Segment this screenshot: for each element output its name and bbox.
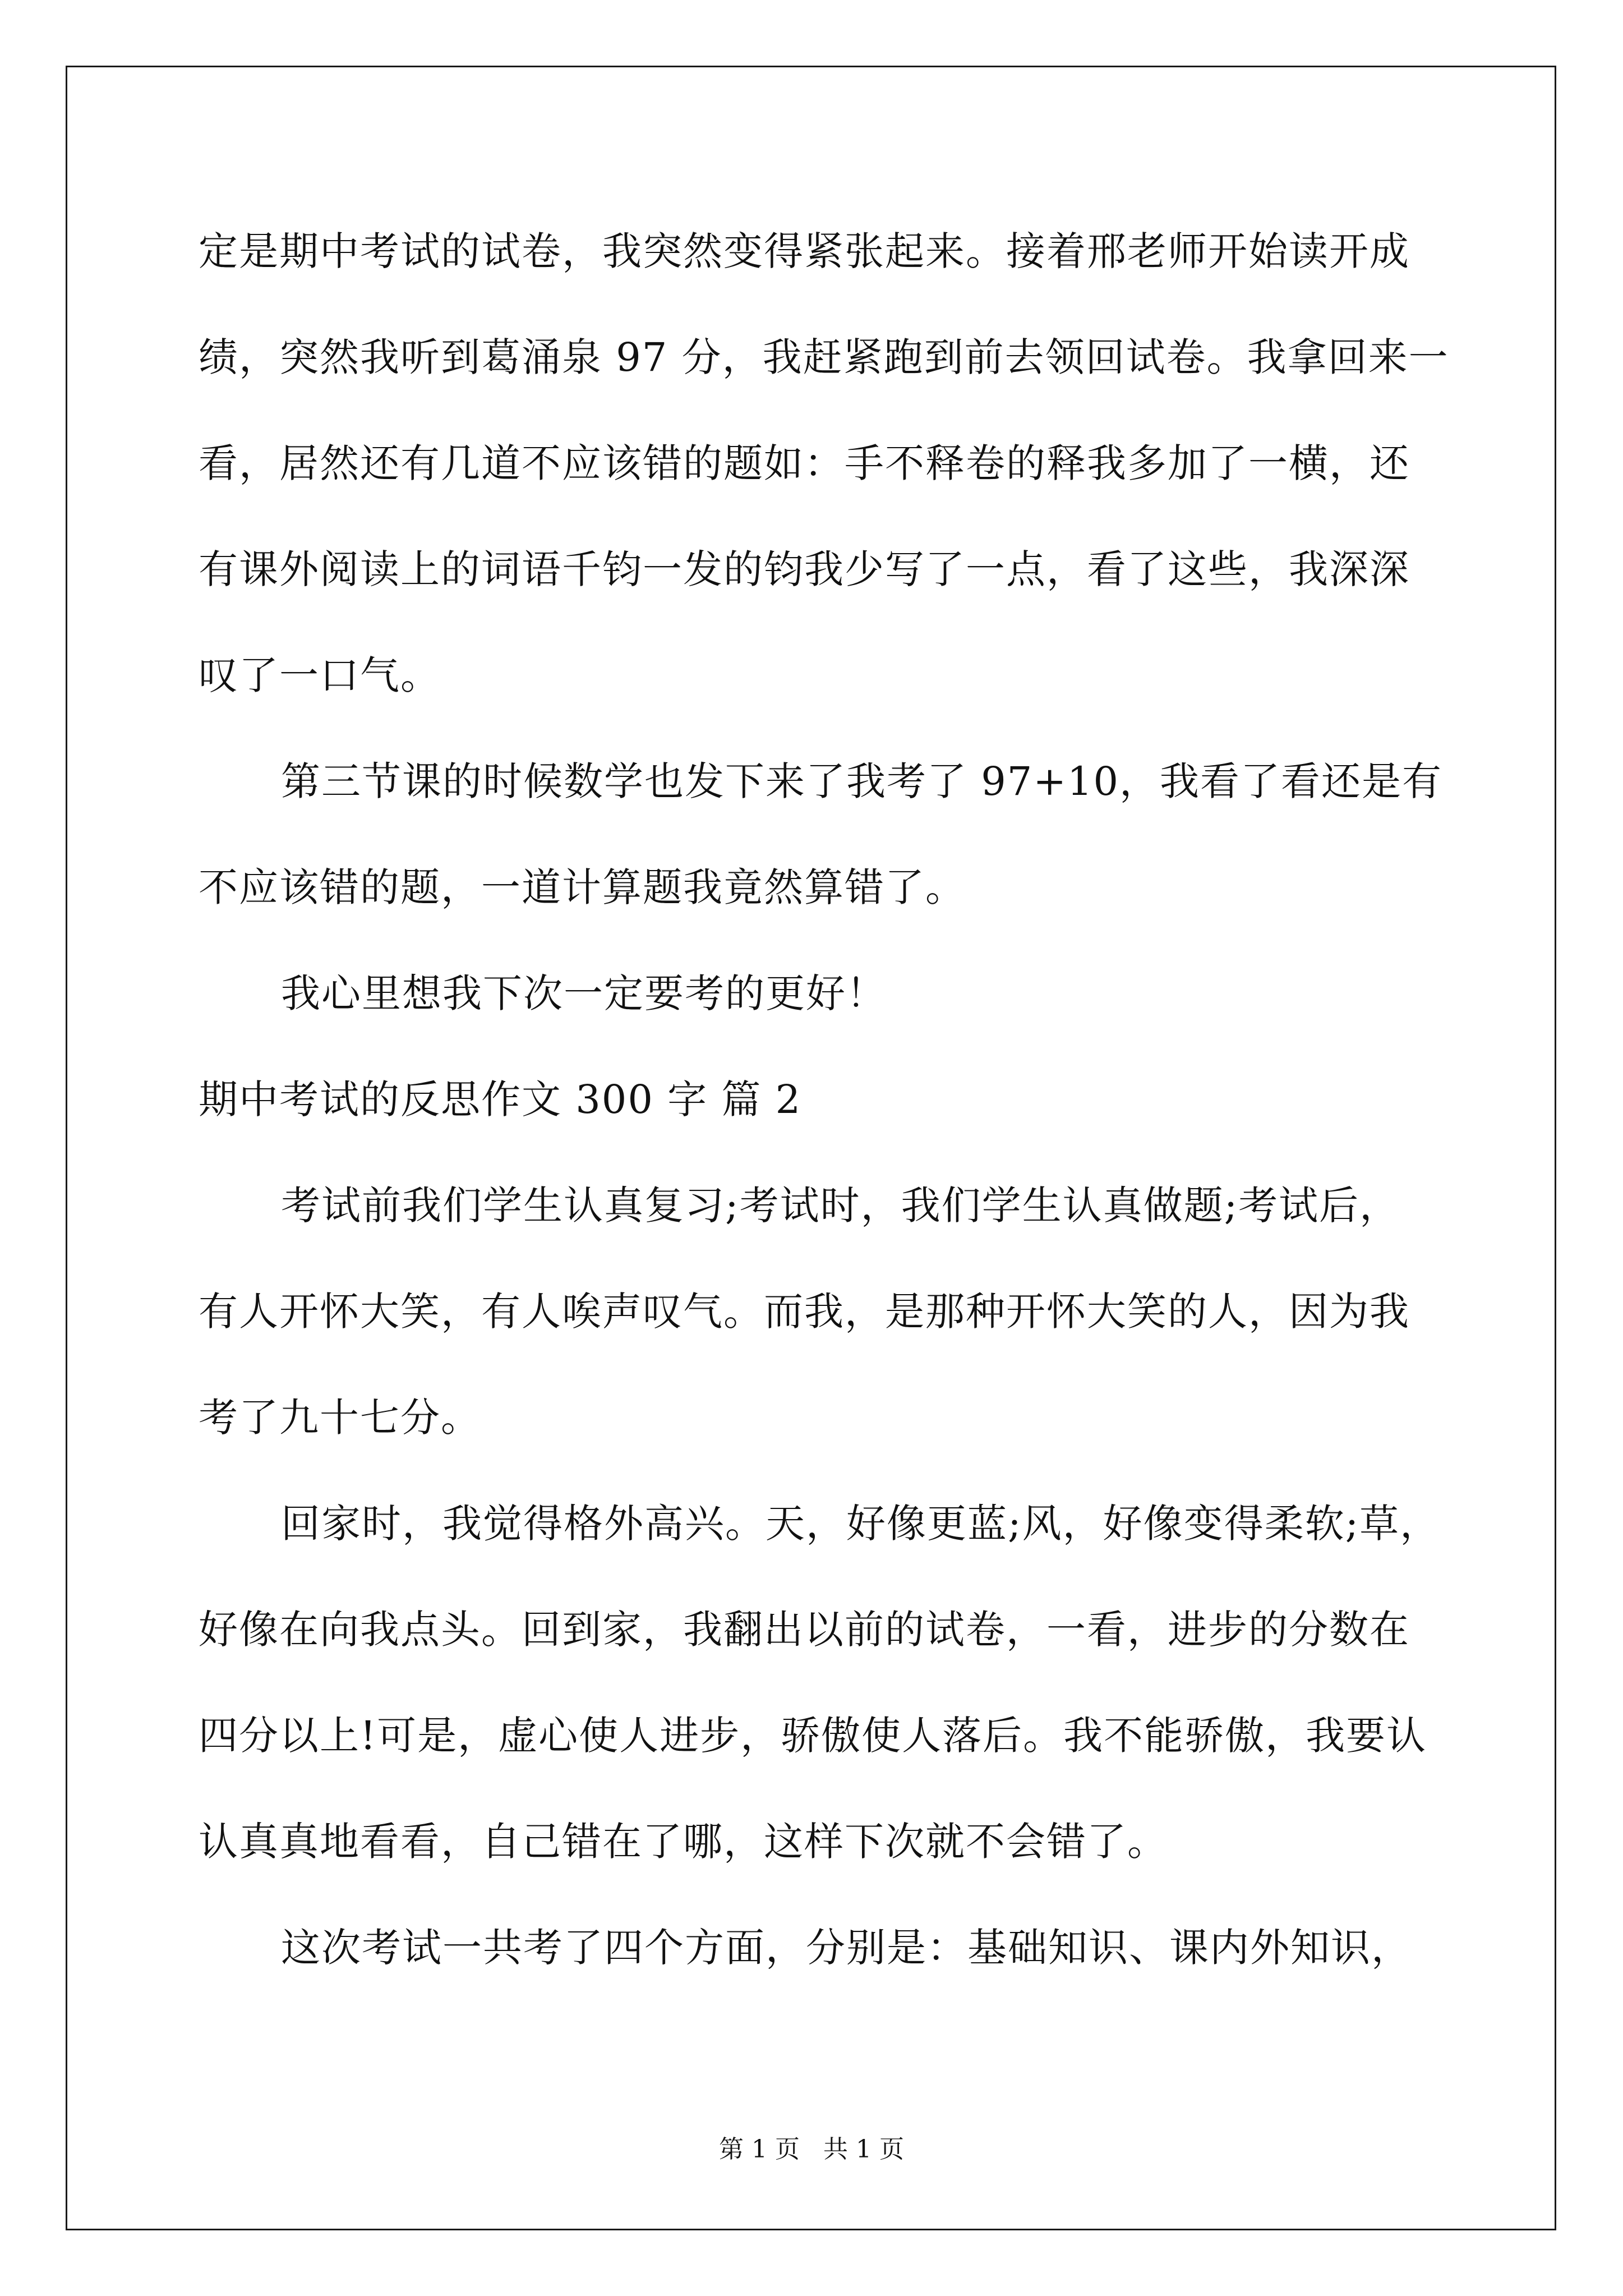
text-line: 好像在向我点头。回到家，我翻出以前的试卷，一看，进步的分数在	[199, 1607, 1410, 1653]
text-line: 定是期中考试的试卷，我突然变得紧张起来。接着邢老师开始读开成	[199, 228, 1410, 274]
paragraph-first-line: 考试前我们学生认真复习;考试时，我们学生认真做题;考试后，	[281, 1182, 1400, 1228]
paragraph-first-line: 我心里想我下次一定要考的更好！	[281, 970, 887, 1016]
text-line: 有课外阅读上的词语千钧一发的钧我少写了一点，看了这些，我深深	[199, 546, 1410, 592]
text-line: 看，居然还有几道不应该错的题如：手不释卷的释我多加了一横，还	[199, 440, 1410, 486]
document-body	[199, 220, 1460, 2023]
text-line: 四分以上!可是，虚心使人进步，骄傲使人落后。我不能骄傲，我要认	[199, 1713, 1427, 1759]
text-line: 有人开怀大笑，有人唉声叹气。而我，是那种开怀大笑的人，因为我	[199, 1289, 1410, 1335]
paragraph-first-line: 这次考试一共考了四个方面，分别是：基础知识、课内外知识，	[281, 1925, 1412, 1971]
text-line: 认真真地看看，自己错在了哪，这样下次就不会错了。	[199, 1819, 1168, 1865]
page-footer: 第 1 页 共 1 页	[719, 2135, 904, 2164]
text-line: 叹了一口气。	[199, 652, 441, 698]
paragraph-first-line: 第三节课的时候数学也发下来了我考了 97+10，我看了看还是有	[281, 758, 1443, 804]
section-heading: 期中考试的反思作文 300 字 篇 2	[199, 1076, 802, 1122]
text-line: 绩，突然我听到葛涌泉 97 分，我赶紧跑到前去领回试卷。我拿回来一	[199, 334, 1449, 380]
paragraph-first-line: 回家时，我觉得格外高兴。天，好像更蓝;风，好像变得柔软;草，	[281, 1501, 1441, 1547]
text-line: 考了九十七分。	[199, 1395, 481, 1441]
text-line: 不应该错的题，一道计算题我竟然算错了。	[199, 864, 966, 910]
